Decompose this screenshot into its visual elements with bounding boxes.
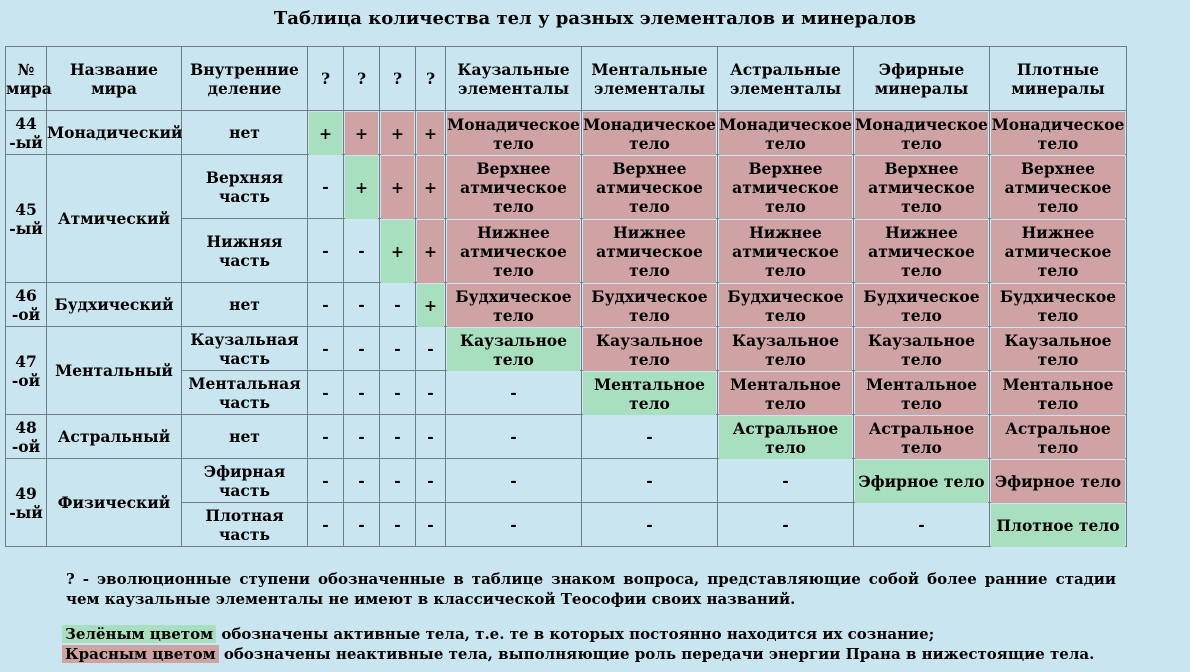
mark-cell: -	[344, 371, 380, 415]
mark-cell: -	[380, 283, 416, 327]
division: Эфирная часть	[182, 459, 308, 503]
header-world-number: № мира	[6, 47, 47, 111]
mark-cell: -	[380, 327, 416, 371]
legend-green-label: Зелёным цветом	[62, 625, 216, 643]
world-number: 46 -ой	[6, 283, 47, 327]
world-name: Атмический	[47, 155, 182, 283]
empty-cell: -	[582, 503, 718, 547]
body-cell: Монадическое тело	[582, 111, 718, 155]
mark-cell: -	[380, 371, 416, 415]
empty-cell: -	[446, 459, 582, 503]
body-cell: Верхнее атмическое тело	[854, 155, 990, 219]
body-cell: Верхнее атмическое тело	[718, 155, 854, 219]
header-world-name: Название мира	[47, 47, 182, 111]
division: Каузальная часть	[182, 327, 308, 371]
empty-cell: -	[446, 415, 582, 459]
mark-cell: -	[380, 503, 416, 547]
body-cell: Ментальное тело	[718, 371, 854, 415]
page-title: Таблица количества тел у разных элементалов и минералов	[273, 8, 917, 29]
mark-cell: -	[344, 283, 380, 327]
body-cell: Нижнее атмическое тело	[854, 219, 990, 283]
empty-cell: -	[446, 503, 582, 547]
header-astral-elementals: Астральные элементалы	[718, 47, 854, 111]
mark-cell: -	[416, 415, 446, 459]
mark-cell: -	[416, 327, 446, 371]
empty-cell: -	[718, 503, 854, 547]
mark-cell: -	[416, 371, 446, 415]
mark-cell: -	[380, 415, 416, 459]
body-cell: Верхнее атмическое тело	[990, 155, 1127, 219]
body-cell: Будхическое тело	[854, 283, 990, 327]
world-name: Будхический	[47, 283, 182, 327]
mark-cell: -	[308, 459, 344, 503]
header-mental-elementals: Ментальные элементалы	[582, 47, 718, 111]
mark-cell: +	[380, 155, 416, 219]
world-number: 48 -ой	[6, 415, 47, 459]
mark-cell: -	[308, 155, 344, 219]
mark-cell: +	[344, 111, 380, 155]
legend-green	[62, 624, 934, 644]
table-row	[6, 155, 1127, 219]
header-question-2: ?	[344, 47, 380, 111]
body-cell: Верхнее атмическое тело	[582, 155, 718, 219]
mark-cell: +	[416, 111, 446, 155]
legend-green-text: обозначены активные тела, т.е. те в которых постоянно находится их сознание;	[216, 625, 935, 643]
body-cell: Астральное тело	[718, 415, 854, 459]
header-question-3: ?	[380, 47, 416, 111]
mark-cell: +	[416, 283, 446, 327]
body-cell: Астральное тело	[854, 415, 990, 459]
mark-cell: +	[380, 219, 416, 283]
bodies-table	[5, 46, 1127, 547]
body-cell: Каузальное тело	[854, 327, 990, 371]
world-name: Ментальный	[47, 327, 182, 415]
empty-cell: -	[854, 503, 990, 547]
mark-cell: +	[416, 155, 446, 219]
header-question-1: ?	[308, 47, 344, 111]
world-number: 49 -ый	[6, 459, 47, 547]
division: Плотная часть	[182, 503, 308, 547]
mark-cell: +	[416, 219, 446, 283]
world-name: Физический	[47, 459, 182, 547]
body-cell: Монадическое тело	[718, 111, 854, 155]
table-row	[6, 415, 1127, 459]
world-number: 44 -ый	[6, 111, 47, 155]
table-row	[6, 459, 1127, 503]
body-cell: Ментальное тело	[990, 371, 1127, 415]
table-row	[6, 327, 1127, 371]
body-cell: Каузальное тело	[446, 327, 582, 371]
body-cell: Нижнее атмическое тело	[446, 219, 582, 283]
mark-cell: -	[344, 415, 380, 459]
empty-cell: -	[718, 459, 854, 503]
empty-cell: -	[446, 371, 582, 415]
mark-cell: -	[308, 415, 344, 459]
header-dense-minerals: Плотные минералы	[990, 47, 1127, 111]
body-cell: Эфирное тело	[990, 459, 1127, 503]
body-cell: Каузальное тело	[718, 327, 854, 371]
body-cell: Плотное тело	[990, 503, 1127, 547]
body-cell: Астральное тело	[990, 415, 1127, 459]
mark-cell: -	[308, 371, 344, 415]
body-cell: Будхическое тело	[718, 283, 854, 327]
world-number: 47 -ой	[6, 327, 47, 415]
empty-cell: -	[582, 459, 718, 503]
header-question-4: ?	[416, 47, 446, 111]
mark-cell: -	[344, 327, 380, 371]
body-cell: Каузальное тело	[582, 327, 718, 371]
header-causal-elementals: Каузальные элементалы	[446, 47, 582, 111]
mark-cell: -	[416, 459, 446, 503]
footnote: ? - эволюционные ступени обозначенные в таблице знаком вопроса, представляющие собой более ранние стадии чем каузальные элементалы не имеют в классической Теософии своих названий.	[66, 570, 1116, 608]
mark-cell: +	[380, 111, 416, 155]
mark-cell: -	[344, 503, 380, 547]
mark-cell: -	[344, 219, 380, 283]
mark-cell: -	[344, 459, 380, 503]
mark-cell: -	[308, 283, 344, 327]
division: нет	[182, 415, 308, 459]
empty-cell: -	[582, 415, 718, 459]
body-cell: Нижнее атмическое тело	[990, 219, 1127, 283]
world-name: Монадический	[47, 111, 182, 155]
division: Ментальная часть	[182, 371, 308, 415]
mark-cell: -	[380, 459, 416, 503]
division: Верхняя часть	[182, 155, 308, 219]
mark-cell: +	[344, 155, 380, 219]
body-cell: Монадическое тело	[446, 111, 582, 155]
body-cell: Ментальное тело	[582, 371, 718, 415]
legend-red-text: обозначены неактивные тела, выполняющие роль передачи энергии Прана в нижестоящие тела.	[218, 645, 1095, 663]
body-cell: Каузальное тело	[990, 327, 1127, 371]
body-cell: Будхическое тело	[582, 283, 718, 327]
body-cell: Нижнее атмическое тело	[582, 219, 718, 283]
header-etheric-minerals: Эфирные минералы	[854, 47, 990, 111]
division: нет	[182, 283, 308, 327]
body-cell: Будхическое тело	[990, 283, 1127, 327]
mark-cell: -	[308, 219, 344, 283]
header-row	[6, 47, 1127, 111]
world-name: Астральный	[47, 415, 182, 459]
legend-red	[62, 644, 1094, 664]
division: Нижняя часть	[182, 219, 308, 283]
mark-cell: +	[308, 111, 344, 155]
body-cell: Монадическое тело	[990, 111, 1127, 155]
mark-cell: -	[416, 503, 446, 547]
world-number: 45 -ый	[6, 155, 47, 283]
table-row	[6, 283, 1127, 327]
body-cell: Нижнее атмическое тело	[718, 219, 854, 283]
mark-cell: -	[308, 503, 344, 547]
header-division: Внутренние деление	[182, 47, 308, 111]
body-cell: Ментальное тело	[854, 371, 990, 415]
body-cell: Верхнее атмическое тело	[446, 155, 582, 219]
mark-cell: -	[308, 327, 344, 371]
table-row	[6, 111, 1127, 155]
body-cell: Монадическое тело	[854, 111, 990, 155]
division: нет	[182, 111, 308, 155]
body-cell: Будхическое тело	[446, 283, 582, 327]
body-cell: Эфирное тело	[854, 459, 990, 503]
legend-red-label: Красным цветом	[62, 645, 219, 663]
